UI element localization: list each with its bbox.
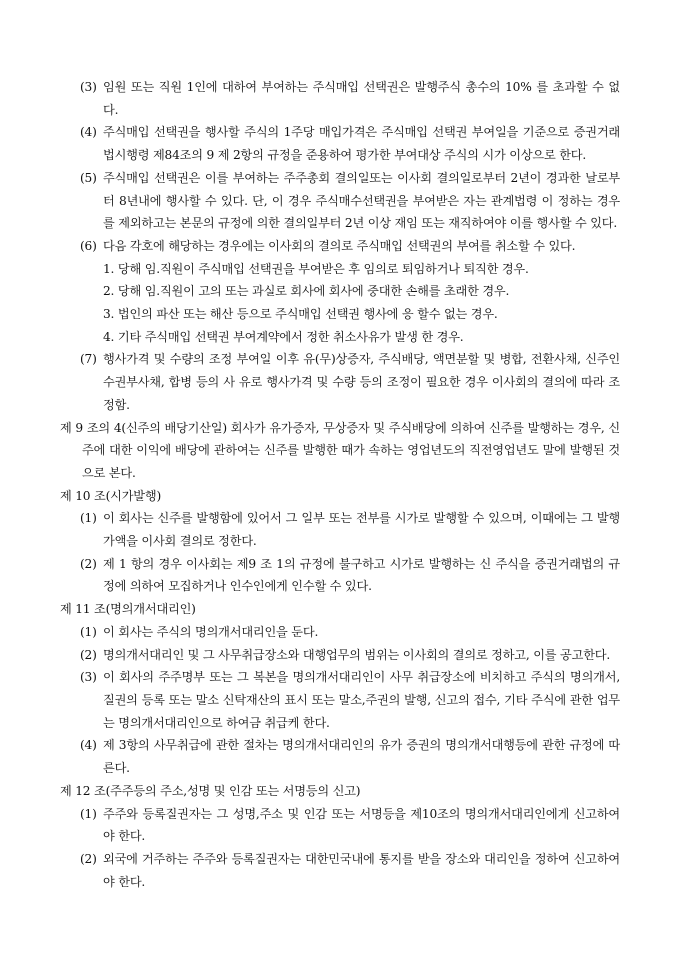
sub-clause [103,258,620,281]
clause-item [80,235,620,258]
sub-clause-text: 2. 당해 임.직원이 고의 또는 과실로 회사에 회사에 중대한 손해를 초래한 경우. [103,284,510,299]
clause-text: 이 회사는 신주를 발행함에 있어서 그 일부 또는 전부를 시가로 발행할 수 있으며, 이때에는 그 발행가액을 이사회 결의로 정한다. [103,511,620,549]
article-11-title [60,598,620,621]
sub-clause-text: 3. 법인의 파산 또는 해산 등으로 주식매입 선택권 행사에 응 할수 없는 경우. [103,307,498,322]
clause-text: 이 회사의 주주명부 또는 그 복본을 명의개서대리인이 사무 취급장소에 비치하고 주식의 명의개서,질권의 등록 또는 말소 신탁재산의 표시 또는 말소,주권의 발행, 신고의 접수, 기타 주식에 관한 업무는 명의개서대리인으로 하여금 취급케 한다. [103,670,620,730]
clause-item [80,76,620,121]
clause-text: 제 3항의 사무취급에 관한 절차는 명의개서대리인의 유가 증권의 명의개서대행등에 관한 규정에 따른다. [103,738,620,776]
clause-item [80,348,620,416]
article-text: 제 9 조의 4(신주의 배당기산일) 회사가 유가증자, 무상증자 및 주식배당에 의하여 신주를 발행하는 경우, 신주에 대한 이익에 배당에 관하여는 신주를 발행한 때가 속하는 영업년도의 직전영업년도 말에 발행된 것으로 본다. [60,420,620,480]
sub-clause-text: 4. 기타 주식매입 선택권 부여계약에서 정한 취소사유가 발생 한 경우. [103,329,464,344]
clause-text: 제 1 항의 경우 이사회는 제9 조 1의 규정에 불구하고 시가로 발행하는 신 주식을 증권거래법의 규정에 의하여 모집하거나 인수인에게 인수할 수 있다. [103,556,620,594]
clause-item [80,121,620,166]
clause-item [80,507,620,552]
clause-number: (6) [80,238,97,253]
clause-number: (4) [80,125,97,140]
document-body [0,76,680,893]
sub-clause [103,280,620,303]
clause-item [80,666,620,734]
clause-number: (4) [80,738,97,753]
clause-item [80,848,620,893]
clause-item [80,803,620,848]
clause-item [80,167,620,235]
article-title: 제 11 조(명의개서대리인) [60,602,196,617]
article-title: 제 10 조(시가발행) [60,488,162,503]
clause-number: (3) [80,80,97,94]
clause-text: 다음 각호에 해당하는 경우에는 이사회의 결의로 주식매입 선택권의 부여를 취소할 수 있다. [103,238,576,253]
clause-number: (2) [80,851,97,866]
sub-clause-text: 1. 당해 임.직원이 주식매입 선택권을 부여받은 후 임의로 퇴임하거나 퇴직한 경우. [103,261,529,276]
clause-text: 이 회사는 주식의 명의개서대리인을 둔다. [103,624,319,639]
clause-text: 주식매입 선택권을 행사할 주식의 1주당 매입가격은 주식매입 선택권 부여일을 기준으로 증권거래법시행령 제84조의 9 제 2항의 규정을 준용하여 평가한 부여대상 주식의 시가 이상으로 한다. [103,125,620,163]
article-12-title [60,780,620,803]
clause-number: (7) [80,352,97,367]
clause-text: 주주와 등록질권자는 그 성명,주소 및 인감 또는 서명등을 제10조의 명의개서대리인에게 신고하여야 한다. [103,806,620,844]
clause-text: 외국에 거주하는 주주와 등록질권자는 대한민국내에 통지를 받을 장소와 대리인을 정하여 신고하여야 한다. [103,851,620,889]
clause-number: (3) [80,670,97,685]
clause-text: 임원 또는 직원 1인에 대하여 부여하는 주식매입 선택권은 발행주식 총수의 10% 를 초과할 수 없다. [103,80,620,117]
clause-number: (2) [80,556,97,571]
clause-number: (1) [80,511,97,526]
clause-item [80,621,620,644]
article-title: 제 12 조(주주등의 주소,성명 및 인감 또는 서명등의 신고) [60,783,361,798]
clause-item [80,644,620,667]
clause-text: 행사가격 및 수량의 조정 부여일 이후 유(무)상증자, 주식배당, 액면분할 및 병합, 전환사채, 신주인수권부사채, 합병 등의 사 유로 행사가격 및 수량 등의 조정이 필요한 경우 이사회의 결의에 따라 조정함. [103,352,620,412]
clause-number: (1) [80,806,97,821]
article-10-title [60,485,620,508]
clause-number: (1) [80,624,97,639]
clause-text: 명의개서대리인 및 그 사무취급장소와 대행업무의 범위는 이사회의 결의로 정하고, 이를 공고한다. [103,647,611,662]
clause-item [80,734,620,779]
article-9-4 [60,417,620,485]
clause-item [80,553,620,598]
sub-clause [103,326,620,349]
clause-number: (2) [80,647,97,662]
sub-clause [103,303,620,326]
clause-number: (5) [80,170,97,185]
clause-text: 주식매입 선택권은 이를 부여하는 주주총회 결의일또는 이사회 결의일로부터 2년이 경과한 날로부터 8년내에 행사할 수 있다. 단, 이 경우 주식매수선택권을 부여받은 자는 관계법령 이 정하는 경우를 제외하고는 본문의 규정에 의한 결의일부터 2년 이상 재임 또는 재직하여야 이를 행사할 수 있다. [103,170,620,231]
